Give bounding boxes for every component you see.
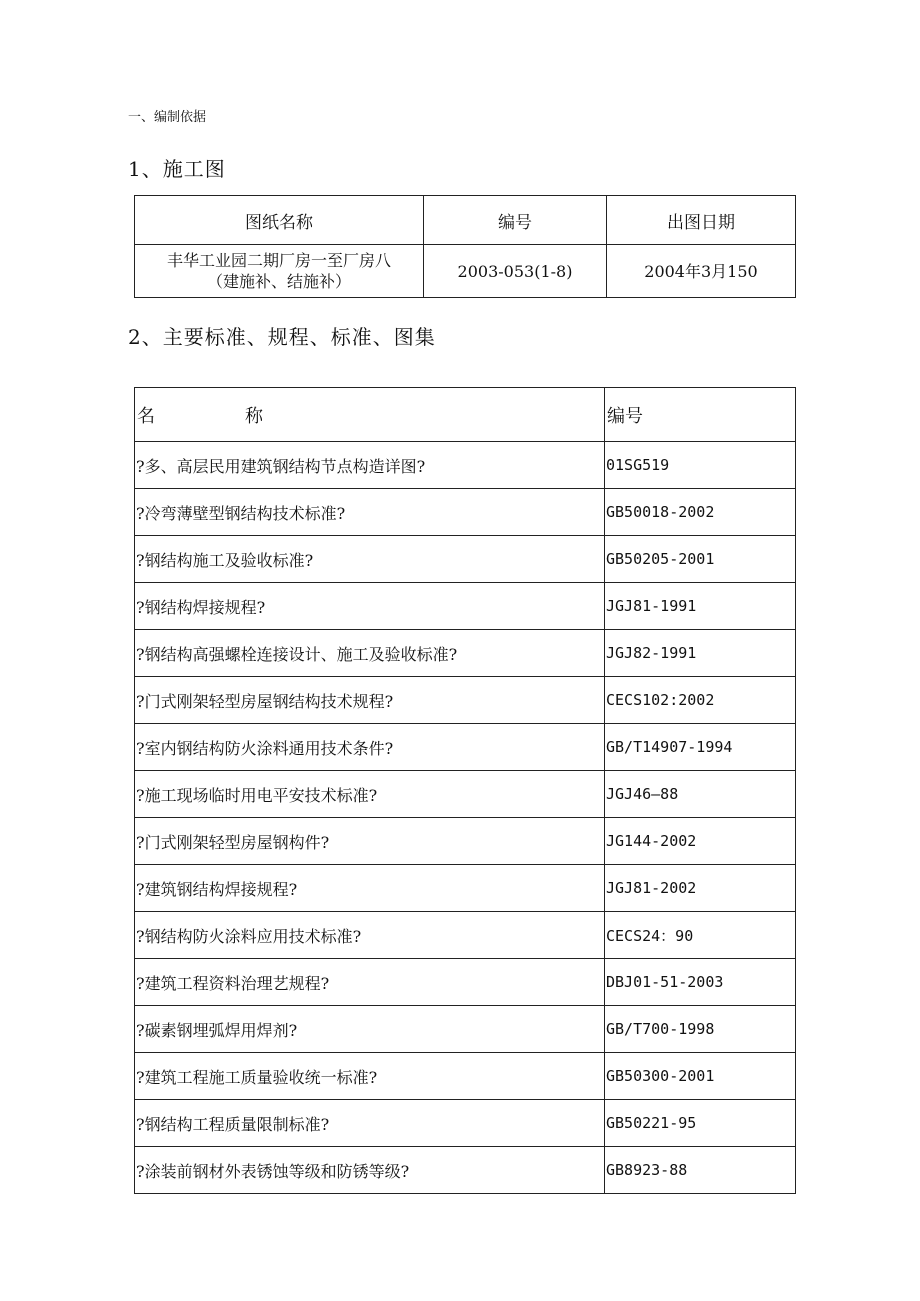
standard-name-cell: ?钢结构防火涂料应用技术标准? <box>135 912 605 959</box>
table-row <box>135 818 796 865</box>
table-row <box>135 630 796 677</box>
header-name-part-b: 称 <box>245 405 263 427</box>
standard-name-cell: ?建筑钢结构焊接规程? <box>135 865 605 912</box>
table-header-row <box>135 196 796 245</box>
standard-name-cell: ?碳素钢埋弧焊用焊剂? <box>135 1006 605 1053</box>
standard-name-cell: ?建筑工程资料治理艺规程? <box>135 959 605 1006</box>
standard-code-cell: JG144-2002 <box>605 818 796 865</box>
table-row <box>135 245 796 298</box>
header-code: 编号 <box>424 196 607 245</box>
standard-name-cell: ?冷弯薄壁型钢结构技术标准? <box>135 489 605 536</box>
drawing-name-line2: （建施补、结施补） <box>206 272 351 291</box>
standards-table-body <box>135 442 796 1194</box>
table-row <box>135 959 796 1006</box>
table-row <box>135 1006 796 1053</box>
standard-name-cell: ?涂装前钢材外表锈蚀等级和防锈等级? <box>135 1147 605 1194</box>
standard-code-cell: GB8923-88 <box>605 1147 796 1194</box>
standard-code-cell: GB50221-95 <box>605 1100 796 1147</box>
standard-code-cell: JGJ82-1991 <box>605 630 796 677</box>
table-row <box>135 912 796 959</box>
table-header-row <box>135 388 796 442</box>
standard-code-cell: JGJ81-2002 <box>605 865 796 912</box>
standard-code-cell: DBJ01-51-2003 <box>605 959 796 1006</box>
standard-name-cell: ?门式刚架轻型房屋钢构件? <box>135 818 605 865</box>
header-name-part-a: 名 <box>137 405 155 427</box>
header-standard-name <box>135 388 605 442</box>
table-row <box>135 724 796 771</box>
standard-code-cell: CECS102:2002 <box>605 677 796 724</box>
standard-code-cell: GB50205-2001 <box>605 536 796 583</box>
table-row <box>135 1053 796 1100</box>
table-row <box>135 442 796 489</box>
standard-code-cell: JGJ46—88 <box>605 771 796 818</box>
table-row <box>135 1100 796 1147</box>
table-row <box>135 771 796 818</box>
standard-code-cell: GB/T700-1998 <box>605 1006 796 1053</box>
table-row <box>135 1147 796 1194</box>
standard-name-cell: ?建筑工程施工质量验收统一标准? <box>135 1053 605 1100</box>
section-title-drawings: 1、施工图 <box>128 157 226 181</box>
table-row <box>135 865 796 912</box>
header-drawing-name: 图纸名称 <box>135 196 424 245</box>
standard-code-cell: GB50018-2002 <box>605 489 796 536</box>
standard-code-cell: GB/T14907-1994 <box>605 724 796 771</box>
header-issue-date: 出图日期 <box>607 196 796 245</box>
standard-name-cell: ?钢结构工程质量限制标准? <box>135 1100 605 1147</box>
drawings-table <box>134 195 796 298</box>
standard-name-cell: ?室内钢结构防火涂料通用技术条件? <box>135 724 605 771</box>
table-row <box>135 489 796 536</box>
standard-name-cell: ?多、高层民用建筑钢结构节点构造详图? <box>135 442 605 489</box>
standard-code-cell: GB50300-2001 <box>605 1053 796 1100</box>
standard-code-cell: JGJ81-1991 <box>605 583 796 630</box>
section-title-standards: 2、主要标准、规程、标准、图集 <box>128 325 436 349</box>
standard-name-cell: ?施工现场临时用电平安技术标准? <box>135 771 605 818</box>
document-heading: 一、编制依据 <box>128 110 207 125</box>
standard-name-cell: ?钢结构高强螺栓连接设计、施工及验收标准? <box>135 630 605 677</box>
drawing-name-cell <box>135 245 424 298</box>
table-row <box>135 536 796 583</box>
drawing-code-cell: 2003-053(1-8) <box>424 245 607 298</box>
standard-code-cell: 01SG519 <box>605 442 796 489</box>
header-standard-code: 编号 <box>605 388 796 442</box>
table-row <box>135 583 796 630</box>
standard-name-cell: ?门式刚架轻型房屋钢结构技术规程? <box>135 677 605 724</box>
drawing-date-cell: 2004年3月150 <box>607 245 796 298</box>
standard-name-cell: ?钢结构施工及验收标准? <box>135 536 605 583</box>
drawing-name-line1: 丰华工业园二期厂房一至厂房八 <box>166 251 391 270</box>
standards-table <box>134 387 796 1194</box>
standard-code-cell: CECS24：90 <box>605 912 796 959</box>
standard-name-cell: ?钢结构焊接规程? <box>135 583 605 630</box>
table-row <box>135 677 796 724</box>
